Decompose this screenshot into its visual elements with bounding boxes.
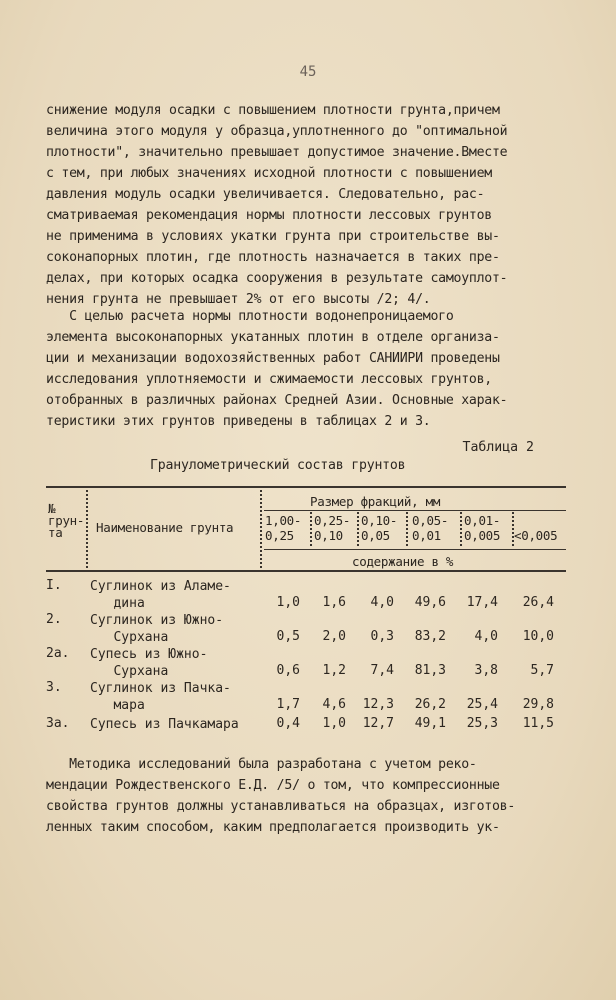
value-cell: 0,6 <box>276 663 300 678</box>
table-row <box>46 716 576 752</box>
value-cell: 25,3 <box>466 716 498 731</box>
value-cell: 1,0 <box>276 595 300 610</box>
fraction-header: 0,01- 0,005 <box>464 513 501 543</box>
column-divider <box>310 512 312 546</box>
row-number: 2. <box>46 612 62 627</box>
row-number: I. <box>46 578 62 593</box>
value-cell: 26,4 <box>522 595 554 610</box>
value-cell: 7,4 <box>370 663 394 678</box>
header-soil-name: Наименование грунта <box>96 520 234 535</box>
table-row <box>46 578 576 614</box>
table-row <box>46 612 576 648</box>
header-bottom-rule <box>46 570 566 572</box>
header-number: № грун- та <box>48 501 85 540</box>
table-row <box>46 680 576 716</box>
value-cell: 1,7 <box>276 697 300 712</box>
value-cell: 4,6 <box>322 697 346 712</box>
soil-name: Супесь из Пачкамара <box>90 717 239 732</box>
fraction-header: 0,05- 0,01 <box>412 513 449 543</box>
row-number: 3. <box>46 680 62 695</box>
value-cell: 2,0 <box>322 629 346 644</box>
column-divider <box>260 490 262 568</box>
value-cell: 4,0 <box>474 629 498 644</box>
value-cell: 25,4 <box>466 697 498 712</box>
table-top-rule <box>46 486 566 488</box>
value-cell: 26,2 <box>414 697 446 712</box>
value-cell: 1,2 <box>322 663 346 678</box>
fraction-header: <0,005 <box>514 528 558 543</box>
table-row <box>46 646 576 682</box>
soil-name: Суглинок из Аламе- дина <box>90 579 231 611</box>
value-cell: 3,8 <box>474 663 498 678</box>
header-fraction-size: Размер фракций, мм <box>310 494 441 509</box>
soil-name: Супесь из Южно- Сурхана <box>90 647 208 679</box>
fraction-header: 1,00- 0,25 <box>265 513 302 543</box>
header-size-underline <box>264 510 566 511</box>
paragraph-3: Методика исследований была разработана с учетом реко- мендации Рождественского Е.Д. /5/ о том, что компрессионные свойства грунтов должны устанавливаться на образцах, изготов- ленных таким способом, каким предполагается производить ук- <box>46 757 516 835</box>
value-cell: 12,7 <box>362 716 394 731</box>
row-number: 3а. <box>46 716 70 731</box>
column-divider <box>406 512 408 546</box>
header-content-percent: содержание в % <box>352 554 454 569</box>
value-cell: 10,0 <box>522 629 554 644</box>
value-cell: 49,6 <box>414 595 446 610</box>
table-caption: Таблица 2 <box>462 440 534 455</box>
table-title: Гранулометрический состав грунтов <box>150 458 406 473</box>
value-cell: 29,8 <box>522 697 554 712</box>
value-cell: 17,4 <box>466 595 498 610</box>
header-content-overline <box>264 549 566 550</box>
value-cell: 1,0 <box>322 716 346 731</box>
value-cell: 0,3 <box>370 629 394 644</box>
value-cell: 0,4 <box>276 716 300 731</box>
value-cell: 81,3 <box>414 663 446 678</box>
value-cell: 83,2 <box>414 629 446 644</box>
value-cell: 4,0 <box>370 595 394 610</box>
value-cell: 11,5 <box>522 716 554 731</box>
column-divider <box>357 512 359 546</box>
soil-name: Суглинок из Пачка- мара <box>90 681 231 713</box>
value-cell: 1,6 <box>322 595 346 610</box>
paragraph-1: снижение модуля осадки с повышением плотности грунта,причем величина этого модуля у образца,уплотненного до "оптимальной плотности", значительно превышает допустимое значение.Вместе с тем, при любых значениях исходной плотности с повышением давления модуль осадки увеличивается. Следовательно, рас- сматриваемая рекомендация нормы плотности лессовых грунтов не применима в условиях укатки грунта при строительстве вы- соконапорных плотин, где плотность назначается в таких пре- делах, при которых осадка сооружения в результате самоуплот- нения грунта не превышает 2% от его высоты /2; 4/. <box>46 103 508 307</box>
soil-name: Суглинок из Южно- Сурхана <box>90 613 224 645</box>
page-number: 45 <box>299 64 317 80</box>
column-divider <box>460 512 462 546</box>
fraction-header: 0,10- 0,05 <box>361 513 398 543</box>
column-divider <box>86 490 88 568</box>
paragraph-2: С целью расчета нормы плотности водонепроницаемого элемента высоконапорных укатанных плотин в отделе организа- ции и механизации водохозяйственных работ САНИИРИ проведены исследования уплотняемости и сжимаемости лессовых грунтов, отобранных в различных районах Средней Азии. Основные харак- теристики этих грунтов приведены в таблицах 2 и 3. <box>46 309 508 429</box>
value-cell: 0,5 <box>276 629 300 644</box>
value-cell: 12,3 <box>362 697 394 712</box>
fraction-header: 0,25- 0,10 <box>314 513 351 543</box>
value-cell: 5,7 <box>530 663 554 678</box>
value-cell: 49,1 <box>414 716 446 731</box>
row-number: 2а. <box>46 646 70 661</box>
